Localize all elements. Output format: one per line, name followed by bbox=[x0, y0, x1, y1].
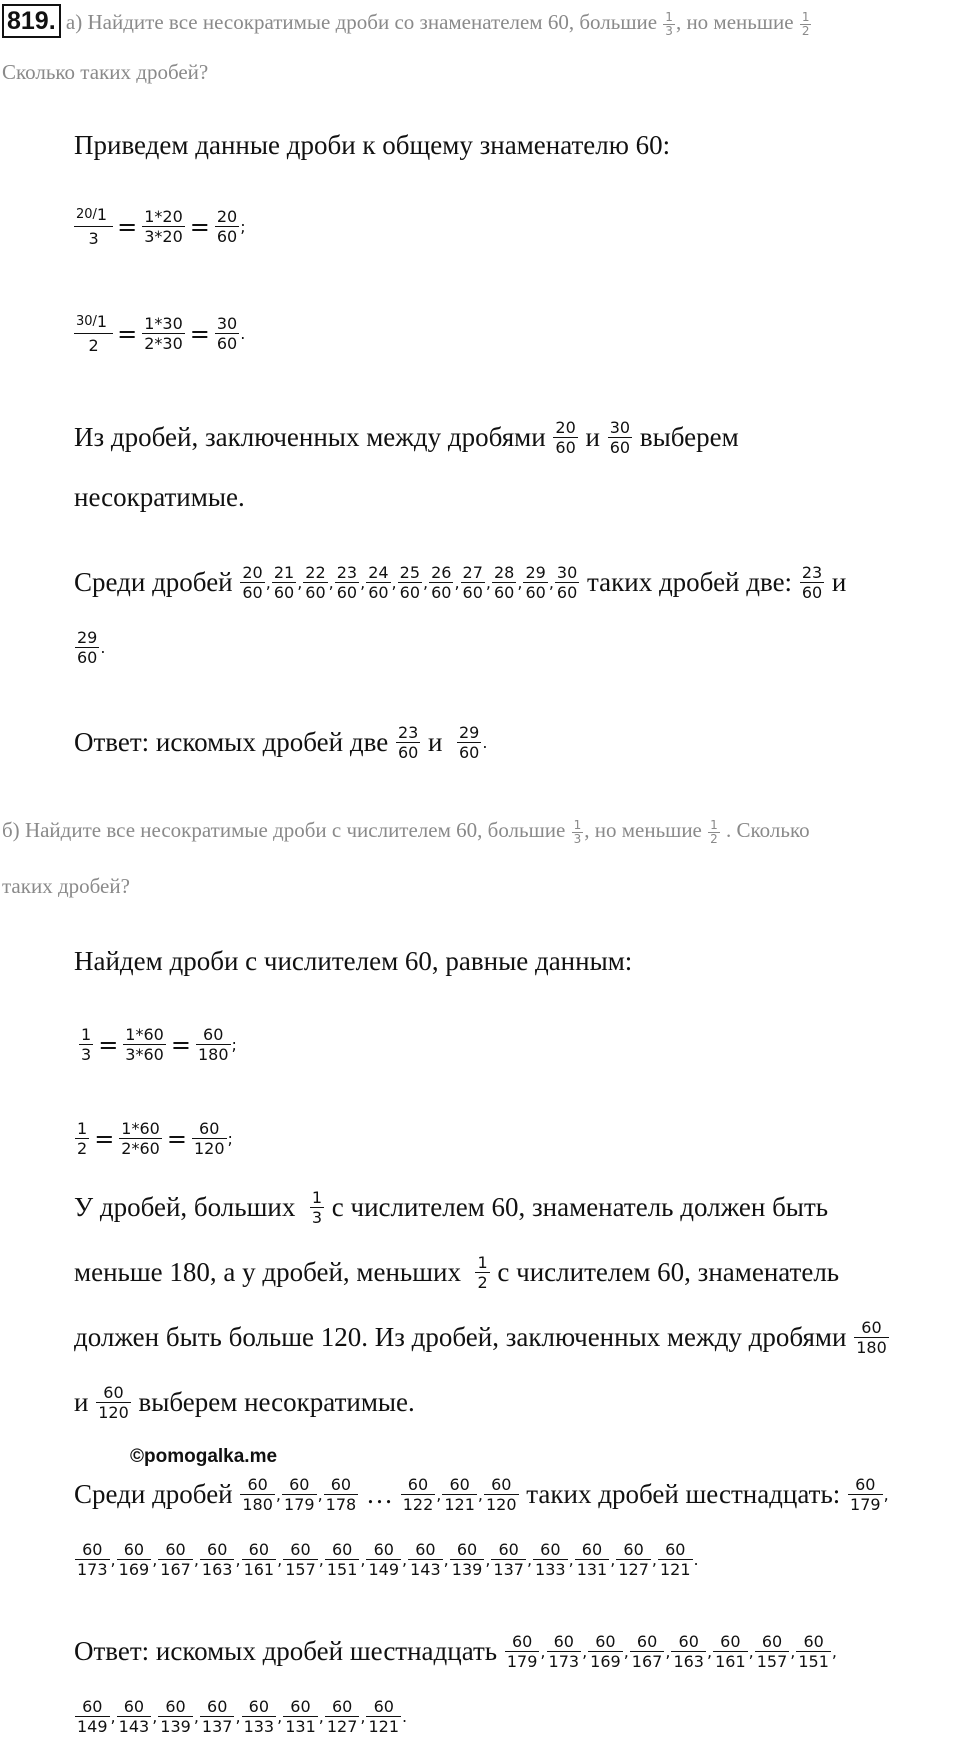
a-count-f2: 29 60 bbox=[77, 628, 98, 667]
fraction-separator: . bbox=[693, 1550, 699, 1569]
a-fraction: 25 60 bbox=[399, 563, 420, 602]
fraction-separator: , bbox=[152, 1707, 158, 1726]
a-fraction: 22 60 bbox=[305, 563, 326, 602]
a-fraction-list bbox=[239, 563, 580, 602]
fraction-separator: , bbox=[540, 1642, 546, 1661]
b-answer-fraction: 60 169 bbox=[590, 1632, 621, 1671]
fraction-separator: , bbox=[265, 573, 271, 592]
fraction-separator: , bbox=[665, 1642, 671, 1661]
a-eq1-mid: $\frac{1*20}{3*20}$ bbox=[144, 207, 183, 246]
b-count-fraction: 60 173 bbox=[77, 1540, 108, 1579]
fraction-separator: , bbox=[402, 1550, 408, 1569]
a-fraction: 29 60 bbox=[525, 563, 546, 602]
b-answer-fraction: 60 173 bbox=[548, 1632, 580, 1671]
b-para-4: и 60 120 выберем несократимые. bbox=[74, 1383, 415, 1422]
fraction-separator: , bbox=[318, 1550, 324, 1569]
fraction-separator: , bbox=[317, 1485, 323, 1504]
fraction-separator: , bbox=[651, 1550, 657, 1569]
fraction-separator: . bbox=[402, 1707, 408, 1726]
a-eq2-res: $\frac{30}{60}$ bbox=[216, 314, 238, 353]
fraction-separator: , bbox=[436, 1485, 442, 1504]
b-count-fraction: 60 163 bbox=[201, 1540, 233, 1579]
b-answer-fraction: 60 149 bbox=[77, 1697, 108, 1736]
watermark: ©pomogalka.me bbox=[130, 1446, 278, 1467]
task-b-frac1: $\frac{1}{3}$ bbox=[573, 817, 582, 846]
b-count-fraction: 60 133 bbox=[535, 1540, 566, 1579]
b-answer-fraction: 60 127 bbox=[326, 1697, 358, 1736]
fraction-separator: , bbox=[443, 1550, 449, 1569]
b-count-fraction: 60 131 bbox=[576, 1540, 608, 1579]
a-answer-f1: 23 60 bbox=[397, 723, 419, 762]
fraction-separator: , bbox=[706, 1642, 713, 1661]
b-among-fraction: 60 121 bbox=[444, 1475, 475, 1514]
b-among-line: Среди дробей 60 180 , 60 179 , 60 178 … 60 122 , 60 121 , 60 120 таких дробей шестнадцать: 60 179 , bbox=[74, 1475, 889, 1514]
fraction-separator: , bbox=[275, 1485, 282, 1504]
b-answer-fraction: 60 143 bbox=[118, 1697, 150, 1736]
a-between-line: Из дробей, заключенных между дробями 20 60 и 30 60 выберем bbox=[74, 418, 739, 457]
b-among-fraction: 60 180 bbox=[242, 1475, 273, 1514]
b-answer-fraction: 60 133 bbox=[243, 1697, 275, 1736]
a-between-f2: 30 60 bbox=[609, 418, 631, 457]
a-intro: Приведем данные дроби к общему знаменателю 60: bbox=[74, 130, 671, 160]
fraction-separator: , bbox=[193, 1550, 199, 1569]
b-count-fraction: 60 149 bbox=[368, 1540, 400, 1579]
fraction-separator: , bbox=[454, 573, 460, 592]
b-answer-fraction: 60 139 bbox=[160, 1697, 191, 1736]
b-answer-fraction: 60 151 bbox=[798, 1632, 829, 1671]
b-among-fraction: 60 120 bbox=[485, 1475, 517, 1514]
b-count-fraction: 60 127 bbox=[618, 1540, 649, 1579]
b-answer-fraction: 60 167 bbox=[631, 1632, 663, 1671]
b-among-fraction: 60 178 bbox=[325, 1475, 357, 1514]
fraction-separator: , bbox=[297, 573, 303, 592]
fraction-separator: , bbox=[485, 1550, 491, 1569]
b-among-fraction: 60 179 bbox=[284, 1475, 315, 1514]
fraction-separator: , bbox=[360, 1707, 366, 1726]
task-a-label: а) bbox=[65, 10, 83, 34]
a-eq1-res: $\frac{20}{60}$ bbox=[216, 207, 238, 246]
fraction-separator: , bbox=[610, 1550, 616, 1569]
a-between-line2: несократимые. bbox=[74, 482, 245, 512]
task-b-line1: б) Найдите все несократимые дроби с числителем 60, большие $\frac{1}{3}$ , но меньшие $\frac{1}{2}$ . Сколько bbox=[2, 817, 810, 846]
fraction-separator: , bbox=[391, 573, 397, 592]
a-answer: Ответ: искомых дробей две 23 60 и 29 60 . bbox=[74, 723, 488, 762]
b-answer-fraction: 60 157 bbox=[756, 1632, 788, 1671]
fraction-separator: , bbox=[235, 1550, 241, 1569]
fraction-separator: , bbox=[423, 573, 429, 592]
a-equation-2: $\frac{^{30/}1}{2}$ = $\frac{1*30}{2*30}$ = $\frac{30}{60}$ . bbox=[76, 312, 246, 355]
b-count-fraction: 60 121 bbox=[659, 1540, 691, 1579]
b-para-3: должен быть больше 120. Из дробей, заключенных между дробями 60 180 bbox=[74, 1318, 887, 1357]
fraction-separator: , bbox=[193, 1707, 199, 1726]
a-among-line: Среди дробей 20 60 , 21 60 , 22 60 , 23 60 , 24 60 , 25 60 , 26 60 , 27 60 , 28 60 , 29 60 , 30 60 таких дробей две: 23 60 и bbox=[74, 563, 847, 602]
b-equation-2: $\frac{1}{2}$ = $\frac{1*60}{2*60}$ = $\frac{60}{120}$ ; bbox=[77, 1119, 233, 1158]
a-answer-f2: 29 60 bbox=[459, 723, 480, 762]
b-count-fraction: 60 161 bbox=[243, 1540, 275, 1579]
a-fraction: 20 60 bbox=[242, 563, 263, 602]
a-count-line2: 29 60 . bbox=[77, 628, 106, 667]
b-count-fraction: 60 151 bbox=[326, 1540, 358, 1579]
fraction-separator: , bbox=[110, 1707, 116, 1726]
b-count-fraction: 60 137 bbox=[493, 1540, 524, 1579]
fraction-separator: , bbox=[477, 1485, 483, 1504]
task-b-line2: таких дробей? bbox=[2, 874, 130, 898]
fraction-separator: , bbox=[152, 1550, 158, 1569]
fraction-separator: , bbox=[748, 1642, 754, 1661]
b-answer-fraction: 60 179 bbox=[506, 1632, 538, 1671]
a-count-f1: 23 60 bbox=[801, 563, 823, 602]
b-answer-fraction: 60 137 bbox=[201, 1697, 233, 1736]
a-fraction: 27 60 bbox=[462, 563, 483, 602]
a-fraction: 21 60 bbox=[273, 563, 295, 602]
a-fraction: 23 60 bbox=[336, 563, 358, 602]
fraction-separator: , bbox=[360, 573, 366, 592]
b-answer-fraction: 60 121 bbox=[368, 1697, 400, 1736]
a-fraction: 24 60 bbox=[368, 563, 389, 602]
task-a-text1: Найдите все несократимые дроби со знаменателем 60, большие bbox=[87, 10, 658, 34]
b-para-1: У дробей, больших 1 3 с числителем 60, знаменатель должен быть bbox=[74, 1188, 829, 1227]
b-para-2: меньше 180, а у дробей, меньших 1 2 с числителем 60, знаменатель bbox=[74, 1253, 840, 1292]
b-answer-fraction: 60 161 bbox=[715, 1632, 746, 1671]
task-a-line2: Сколько таких дробей? bbox=[2, 60, 209, 84]
b-count-list bbox=[74, 1540, 699, 1579]
fraction-separator: , bbox=[831, 1642, 837, 1661]
problem-number: 819. bbox=[2, 4, 61, 38]
fraction-separator: , bbox=[277, 1550, 283, 1569]
a-eq2-left: $\frac{^{30/}1}{2}$ bbox=[74, 312, 113, 355]
a-eq1-left: $\frac{^{20/}1}{3}$ bbox=[74, 205, 113, 248]
fraction-separator: , bbox=[623, 1642, 629, 1661]
fraction-separator: , bbox=[582, 1642, 588, 1661]
fraction-separator: , bbox=[235, 1707, 241, 1726]
b-among-fraction: 60 122 bbox=[402, 1475, 434, 1514]
fraction-separator: , bbox=[568, 1550, 574, 1569]
fraction-separator: , bbox=[485, 573, 491, 592]
task-a-frac2: $\frac{1}{2}$ bbox=[801, 9, 810, 38]
b-count-fraction: 60 157 bbox=[285, 1540, 316, 1579]
b-equation-1: $\frac{1}{3}$ = $\frac{1*60}{3*60}$ = $\frac{60}{180}$ ; bbox=[81, 1025, 237, 1064]
b-intro: Найдем дроби с числителем 60, равные данным: bbox=[74, 946, 633, 976]
b-answer-fraction: 60 131 bbox=[285, 1697, 316, 1736]
a-equation-1: $\frac{^{20/}1}{3}$ = $\frac{1*20}{3*20}$ = $\frac{20}{60}$ ; bbox=[76, 205, 246, 248]
fraction-separator: , bbox=[328, 573, 334, 592]
a-between-f1: 20 60 bbox=[555, 418, 576, 457]
b-answer-line2 bbox=[74, 1697, 407, 1736]
b-count-fraction: 60 169 bbox=[118, 1540, 150, 1579]
fraction-separator: , bbox=[790, 1642, 796, 1661]
task-b-frac2: $\frac{1}{2}$ bbox=[710, 817, 718, 846]
a-fraction: 28 60 bbox=[494, 563, 515, 602]
b-count-fraction: 60 143 bbox=[410, 1540, 441, 1579]
a-fraction: 30 60 bbox=[556, 563, 578, 602]
task-a-line1 bbox=[2, 4, 812, 38]
b-answer-fraction: 60 163 bbox=[673, 1632, 704, 1671]
task-a-frac1: $\frac{1}{3}$ bbox=[665, 9, 673, 38]
fraction-separator: , bbox=[360, 1550, 366, 1569]
fraction-separator: , bbox=[277, 1707, 283, 1726]
fraction-separator: , bbox=[517, 573, 523, 592]
a-eq2-mid: $\frac{1*30}{2*30}$ bbox=[144, 314, 183, 353]
fraction-separator: , bbox=[110, 1550, 116, 1569]
b-answer: Ответ: искомых дробей шестнадцать 60 179 , 60 173 , 60 169 , 60 167 , 60 163 , 60 161 , 60 157 , 60 151 , bbox=[74, 1632, 837, 1671]
a-fraction: 26 60 bbox=[431, 563, 452, 602]
fraction-separator: , bbox=[318, 1707, 324, 1726]
b-count-fraction: 60 139 bbox=[451, 1540, 483, 1579]
task-a-text2: , но меньшие bbox=[675, 10, 794, 34]
fraction-separator: , bbox=[548, 573, 554, 592]
fraction-separator: , bbox=[526, 1550, 533, 1569]
b-count-fraction: 60 167 bbox=[160, 1540, 191, 1579]
